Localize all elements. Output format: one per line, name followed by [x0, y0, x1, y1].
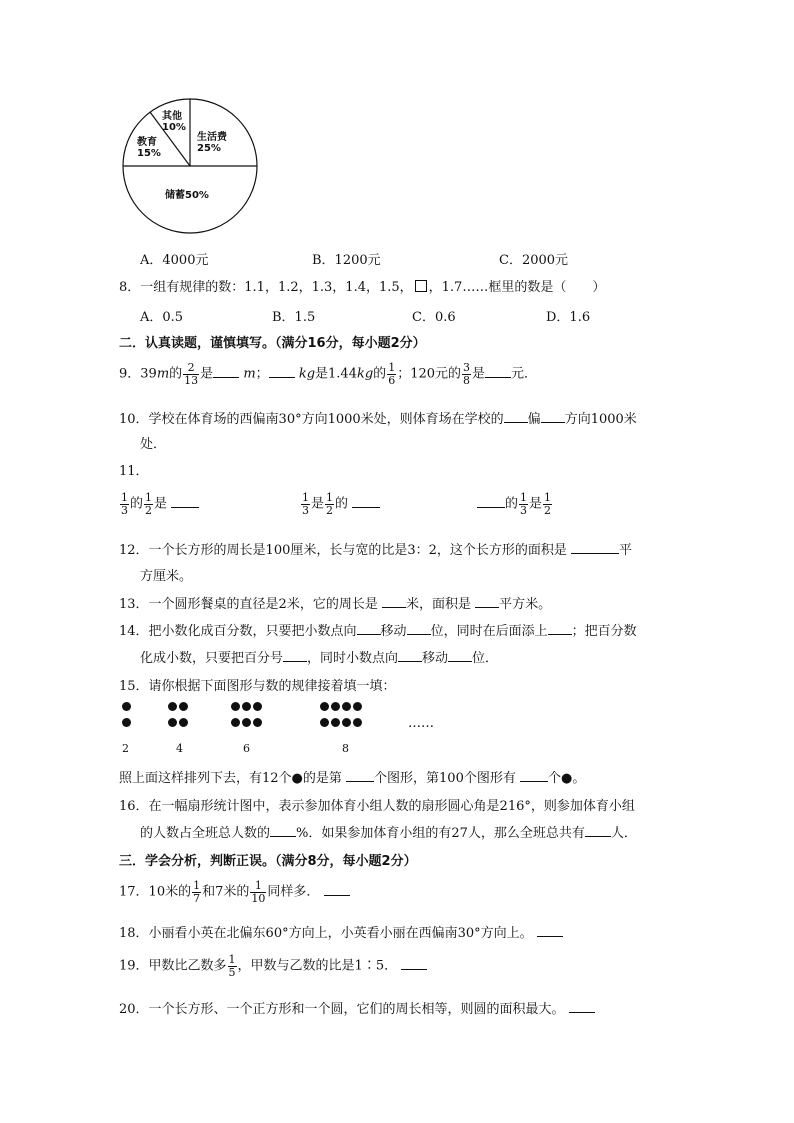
- dot: [353, 702, 362, 711]
- dot: [331, 702, 340, 711]
- q15-number-2: 4: [176, 742, 183, 755]
- q11-b: $\frac{1}{3}$ 是 $\frac{1}{2}$ 的: [300, 492, 380, 516]
- q15-figure-1: [121, 702, 132, 727]
- dot: [253, 718, 262, 727]
- q17: 17．10米的 $\frac{1}{7}$ 和7米的 $\frac{1}{10}$ 同样多．: [119, 880, 350, 904]
- section-3-heading: 三．学会分析，判断正误。（满分8分，每小题2分）: [119, 854, 417, 869]
- q12-line2: 方厘米。: [140, 569, 193, 584]
- dot: [342, 702, 351, 711]
- q19: 19．甲数比乙数多 $\frac{1}{5}$ ，甲数与乙数的比是1∶5．: [119, 954, 427, 978]
- dot: [179, 718, 188, 727]
- q8-option-c: C．0.6: [412, 310, 456, 325]
- q15-question: 照上面这样排列下去，有12个●的是第 个图形，第100个图形有 个●。: [119, 771, 586, 786]
- q8-option-a: A．0.5: [140, 310, 184, 325]
- dot: [353, 718, 362, 727]
- q15-figure-2: [167, 702, 189, 727]
- dot: [253, 702, 262, 711]
- dot: [168, 702, 177, 711]
- q11-label: 11．: [119, 464, 149, 479]
- pie-label-other: 其他 10%: [162, 111, 186, 133]
- dot: [122, 718, 131, 727]
- q10-line1: 10．学校在体育场的西偏南30°方向1000米处，则体育场在学校的 偏 方向1000米: [119, 412, 637, 427]
- pie-label-living: 生活费 25%: [197, 132, 227, 154]
- q11-a: $\frac{1}{3}$ 的 $\frac{1}{2}$ 是: [119, 492, 199, 516]
- q15-number-1: 2: [122, 742, 129, 755]
- q9: 9．39m的 $\frac{2}{13}$ 是 m； kg是1.44kg的 $\frac{1}{6}$ ；120元的 $\frac{3}{8}$ 是 元．: [119, 361, 538, 387]
- q12-line1: 12．一个长方形的周长是100厘米，长与宽的比是3：2，这个长方形的面积是 平: [119, 543, 633, 558]
- dot: [231, 718, 240, 727]
- empty-box: [415, 280, 427, 292]
- q15-prompt: 15．请你根据下面图形与数的规律接着填一填：: [119, 679, 396, 694]
- q15-number-3: 6: [243, 742, 250, 755]
- q7-option-b: B．1200元: [312, 253, 381, 268]
- q8-question: 8．一组有规律的数：1.1，1.2，1.3，1.4，1.5， ，1.7……框里的数是（ ）: [119, 280, 606, 295]
- dot: [320, 718, 329, 727]
- q8-option-b: B．1.5: [272, 310, 316, 325]
- q15-figure-3: [230, 702, 263, 727]
- q10-line2: 处．: [140, 437, 167, 452]
- q11-c: 的 $\frac{1}{3}$ 是 $\frac{1}{2}$: [477, 492, 553, 516]
- q20: 20．一个长方形、一个正方形和一个圆，它们的周长相等，则圆的面积最大。: [119, 998, 595, 1017]
- q7-option-a: A．4000元: [140, 253, 209, 268]
- q15-number-4: 8: [342, 742, 349, 755]
- q15-ellipsis: ……: [408, 716, 434, 731]
- q15-figure-4: [319, 702, 363, 727]
- dot: [242, 702, 251, 711]
- dot: [122, 702, 131, 711]
- q16-line2: 的人数占全班总人数的 %．如果参加体育小组的有27人，那么全班总共有 人．: [140, 826, 637, 841]
- pie-chart: [122, 98, 258, 234]
- q16-line1: 16．在一幅扇形统计图中，表示参加体育小组人数的扇形圆心角是216°，则参加体育小组: [119, 799, 635, 814]
- q8-option-d: D．1.6: [546, 310, 591, 325]
- dot: [179, 702, 188, 711]
- dot: [242, 718, 251, 727]
- q13: 13．一个圆形餐桌的直径是2米，它的周长是 米，面积是 平方米。: [119, 597, 552, 612]
- dot: [331, 718, 340, 727]
- dot: [342, 718, 351, 727]
- q14-line1: 14．把小数化成百分数，只要把小数点向 移动 位，同时在后面添上 ；把百分数: [119, 624, 637, 639]
- q18: 18．小丽看小英在北偏东60°方向上，小英看小丽在西偏南30°方向上。: [119, 922, 563, 941]
- q14-line2: 化成小数，只要把百分号 ，同时小数点向 移动 位．: [140, 651, 499, 666]
- section-2-heading: 二．认真读题，谨慎填写。（满分16分，每小题2分）: [119, 336, 426, 351]
- q7-option-c: C．2000元: [499, 253, 569, 268]
- dot: [231, 702, 240, 711]
- dot: [320, 702, 329, 711]
- dot: [168, 718, 177, 727]
- pie-label-storage: 储蓄50%: [165, 190, 209, 201]
- pie-label-education: 教育 15%: [137, 137, 161, 159]
